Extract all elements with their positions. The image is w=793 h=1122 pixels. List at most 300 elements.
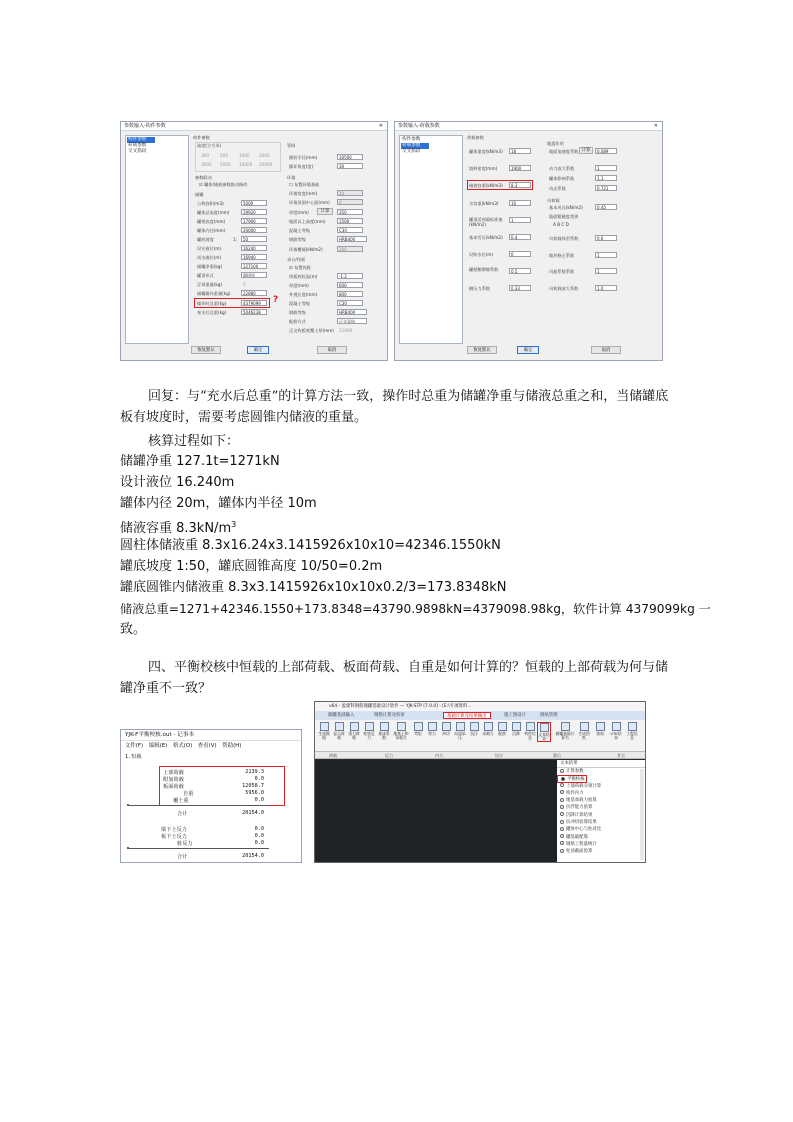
unit-superscript: 3 xyxy=(231,520,237,529)
foundation-group-label: 环墙 xyxy=(287,175,296,180)
radio-icon xyxy=(560,783,564,787)
field-label: 试水液位(m) xyxy=(197,255,222,260)
result-item[interactable] xyxy=(557,834,645,841)
ribbon-button[interactable] xyxy=(509,722,523,736)
dialog-nav-list xyxy=(125,135,189,344)
tab-drawing[interactable]: 施工图设计 xyxy=(504,713,526,718)
ribbon-button-label: 重力荷载 xyxy=(348,731,360,741)
field-label: 设计液位(m) xyxy=(197,246,222,251)
snow-load-input[interactable]: 0.4 xyxy=(509,234,531,240)
capacity-option[interactable]: 3000 xyxy=(201,162,212,167)
settlement-icon xyxy=(512,722,521,731)
close-icon[interactable]: ✕ xyxy=(378,123,383,129)
test-level-input[interactable]: 16940 xyxy=(241,254,267,260)
wind-pressure-input[interactable]: 0.45 xyxy=(595,204,617,210)
dyn-amp-input[interactable]: 1 xyxy=(595,165,617,171)
menu-help[interactable]: 帮助(H) xyxy=(222,743,242,749)
highlight-box xyxy=(467,180,533,190)
bottom-slope-input[interactable]: 50 xyxy=(241,236,267,242)
ribbon-button-label: 文本结果 xyxy=(538,732,550,742)
load-params-panel xyxy=(467,135,658,344)
divider xyxy=(129,805,269,806)
result-item[interactable] xyxy=(557,797,645,804)
question-mark: ? xyxy=(273,295,279,305)
capacity-option[interactable]: 300 xyxy=(201,153,209,158)
calc-thickness-button[interactable]: 计算 xyxy=(317,208,333,215)
total-value: 20154.0 xyxy=(242,853,264,859)
calc-line: 设计液位 16.240m xyxy=(120,475,235,490)
fill-weight-input[interactable]: 18 xyxy=(509,148,531,154)
operating-weight-input[interactable]: 22880 xyxy=(241,290,267,296)
ring-center-input[interactable]: 0 xyxy=(337,199,363,205)
ring-angle-input[interactable]: 30 xyxy=(337,163,363,169)
project-info-icon xyxy=(628,722,637,731)
capacity-option[interactable]: 500 xyxy=(220,153,228,158)
calc-line: 罐底圆锥内储液重 8.3x3.1415926x10x10x0.2/3=173.8348kN xyxy=(120,580,507,595)
app-title: v64 - 盈建科钢筋储罐基础设计软件 — YJK-STP [7.0.0] - [E:\专项资料... xyxy=(329,704,472,709)
raft-layout-select[interactable]: 正交双向 xyxy=(337,318,367,324)
subgrade-icon xyxy=(380,722,389,731)
punching-icon xyxy=(442,722,451,731)
soil-capacity-icon xyxy=(397,722,406,731)
ground-acc-input[interactable]: 0.089 xyxy=(595,148,617,154)
field-label: 罐壁侧摩擦系数 xyxy=(469,267,499,272)
ribbon-button[interactable] xyxy=(495,722,509,736)
row-label: 自重 xyxy=(183,791,194,797)
net-weight-input[interactable]: 127100 xyxy=(241,263,267,269)
field-label: 罐壁高度(mm) xyxy=(197,219,226,224)
total-value: 20154.0 xyxy=(242,810,264,816)
roughness-radios[interactable]: A B C D xyxy=(553,222,569,227)
field-label: 罐体重度(kN/m3) xyxy=(469,149,503,154)
calc-line: 储罐净重 127.1t=1271kN xyxy=(120,454,280,469)
nav-item-cross[interactable]: 交叉筋段 xyxy=(128,149,147,154)
field-label: 风荷载体型系数 xyxy=(549,236,579,241)
field-label: 地面粗糙度类别 xyxy=(549,214,579,219)
raft-rebar-select[interactable]: HRB400 xyxy=(337,309,367,315)
ribbon-button-label: 基床系数 xyxy=(378,731,390,741)
field-label: 操作时总重(kg) xyxy=(197,301,227,306)
load-params-dialog-screenshot xyxy=(394,121,663,361)
group-label: 内力 xyxy=(435,753,443,758)
total-line: 储液总重=1271+42346.1550+173.8348=43790.9898kN=4379098.98kg，软件计算 4379099kg 一 xyxy=(120,602,711,616)
ribbon-button[interactable] xyxy=(453,722,467,740)
foundation-checkbox-label: 布置环墙基础 xyxy=(294,182,320,187)
ok-button[interactable]: 确定 xyxy=(247,346,269,354)
row-value: 12058.7 xyxy=(242,783,264,789)
fill-density-input[interactable]: 1900 xyxy=(509,165,531,171)
result-item-label: 平衡校核 xyxy=(567,777,585,783)
ribbon-button-label: 地基土和承载力 xyxy=(393,731,409,741)
floating-roof-weight: 0 xyxy=(243,282,246,287)
calc-line: 罐体内径 20m，罐体内半径 10m xyxy=(120,496,317,511)
result-item-label: 沉降计算结果 xyxy=(566,812,593,818)
capacity-option[interactable]: 10000 xyxy=(239,162,253,167)
ribbon-button-label: 柱底反力 xyxy=(363,731,375,741)
dynamic-coef-input[interactable]: 0.721 xyxy=(595,185,617,191)
menu-view[interactable]: 查看(V) xyxy=(197,743,217,749)
raft-checkbox[interactable]: ☑ 布置筏板 xyxy=(289,265,311,270)
ribbon-button-label: 局部承压 xyxy=(454,731,466,741)
section-title: 荷载参数 xyxy=(467,135,484,140)
ribbon-button[interactable] xyxy=(439,722,453,736)
radio-icon xyxy=(560,790,564,794)
tab-calc-results[interactable]: 基础计算及结果输出 xyxy=(443,712,491,719)
field-label: 圆环角度(度) xyxy=(289,164,314,169)
field-label: 风振系数系数 xyxy=(549,269,575,274)
ribbon-button-label: 弯矩 xyxy=(414,731,422,736)
nav-item-cross[interactable]: 交叉筋段 xyxy=(402,149,421,154)
text-results-button[interactable] xyxy=(537,722,551,742)
row-value: 2139.3 xyxy=(245,769,264,775)
component-params-dialog-screenshot xyxy=(120,121,388,361)
raft-elevation-input[interactable]: -1.2 xyxy=(337,273,363,279)
field-label: 风荷载放大系数 xyxy=(549,286,579,291)
slope-prefix: 1: xyxy=(233,237,238,242)
ribbon-button-label: 工程信息 xyxy=(626,731,638,741)
roof-type-select[interactable]: 圆拱顶 xyxy=(241,272,267,278)
ribbon-button-label: 储罐基础计算书 xyxy=(555,731,575,741)
result-item[interactable] xyxy=(557,848,645,855)
ribbon-button-label: 剪力 xyxy=(428,731,436,736)
field-label: 水容重(kN/m3) xyxy=(469,201,499,206)
field-label: 地形修正系数 xyxy=(549,253,575,258)
nav-item-load[interactable]: 荷载参数 xyxy=(401,143,429,149)
show-load-icon xyxy=(335,722,344,731)
answer-paragraph: 回复：与“充水后总重”的计算方法一致，操作时总重为储罐净重与储液总重之和，当储罐底板有坡度时，需要考虑圆锥内储液的重量。 xyxy=(120,389,669,425)
ribbon-button-label: 构件信息 xyxy=(524,731,536,741)
radio-icon xyxy=(561,777,565,781)
field-label: 配筋方式 xyxy=(289,319,306,324)
ribbon-button[interactable] xyxy=(523,722,537,740)
ribbon-button[interactable] xyxy=(332,722,346,740)
row-label: 梁下土反力 xyxy=(161,827,187,833)
shape-coef-input[interactable]: 0.6 xyxy=(595,235,617,241)
row-label: 上部荷载 xyxy=(163,770,184,776)
ribbon-button[interactable] xyxy=(555,722,575,740)
filled-total-weight-input[interactable]: 5046238 xyxy=(241,309,267,315)
ribbon-button[interactable] xyxy=(425,722,439,736)
field-label: 储罐净重(kg) xyxy=(197,264,223,269)
group-label: 设计 xyxy=(495,753,503,758)
field-label: 正交筏板底覆土厚(mm) xyxy=(289,328,334,333)
row-value: 0.0 xyxy=(254,776,264,782)
radio-icon xyxy=(560,841,564,845)
total-label: 合计 xyxy=(177,811,188,817)
group-label: 其它 xyxy=(617,753,625,758)
ring-width-input[interactable]: 20 xyxy=(337,190,363,196)
ribbon-button[interactable] xyxy=(377,722,391,740)
field-label: 混凝土等级 xyxy=(289,301,310,306)
component-params-panel xyxy=(193,135,383,344)
cancel-button[interactable]: 取消 xyxy=(317,346,347,354)
menu-edit[interactable]: 编辑(E) xyxy=(148,743,168,749)
field-label: 罐体总高度(mm) xyxy=(197,210,230,215)
row-label: 附加荷载 xyxy=(163,777,184,783)
nav-item-load[interactable]: 荷载参数 xyxy=(128,143,147,148)
section-heading: 1.恒载 xyxy=(125,754,142,760)
divider xyxy=(129,848,269,849)
result-item-label: 地基承载力验算 xyxy=(566,798,597,804)
column-reaction-icon xyxy=(365,722,374,731)
wind-vibration-input[interactable]: 1 xyxy=(595,268,617,274)
capacity-option[interactable]: 1000 xyxy=(239,153,250,158)
link-checkbox[interactable]: ☑ 罐体/储液参数联动修改 xyxy=(199,182,248,187)
wall-friction-input[interactable]: 0.5 xyxy=(509,268,531,274)
raft-checkbox-label: 布置筏板 xyxy=(294,265,311,270)
result-item-label: 上部荷载分项计算 xyxy=(566,783,602,789)
ring-radius-input[interactable]: 10500 xyxy=(337,154,363,160)
capacity-group-label: 高度(立方米) xyxy=(197,143,222,148)
restore-defaults-button[interactable]: 恢复默认 xyxy=(191,346,221,354)
ribbon-toolbar xyxy=(315,720,645,752)
row-value: 0.0 xyxy=(254,833,264,839)
highlight-box xyxy=(194,298,270,308)
radio-icon xyxy=(560,769,564,773)
row-value: 0.0 xyxy=(254,826,264,832)
field-label: 动力放大系数 xyxy=(549,166,575,171)
field-label: 罐体影响系数 xyxy=(549,176,575,181)
ribbon-button-label: 承载力 xyxy=(482,731,494,736)
ribbon-button[interactable] xyxy=(392,722,410,740)
capacity-option[interactable]: 5000 xyxy=(220,162,231,167)
result-item-label: 钢筋工程量统计 xyxy=(566,841,597,847)
field-label: 厚度(mm) xyxy=(289,283,309,288)
field-label: 地面以上高度(mm) xyxy=(289,219,326,224)
ribbon-button-label: 查询 xyxy=(596,731,604,736)
ribbon-button[interactable] xyxy=(362,722,376,740)
question-paragraph: 四、平衡校核中恒载的上部荷载、板面荷载、自重是如何计算的？恒载的上部荷载为何与储罐净重不一致？ xyxy=(120,660,669,696)
capacity-option[interactable]: 2000 xyxy=(259,153,270,158)
radio-icon xyxy=(560,805,564,809)
foundation-checkbox[interactable]: ☐ 布置环墙基础 xyxy=(289,182,320,187)
field-label: 动态系数 xyxy=(549,186,566,191)
field-label: 钢筋等级 xyxy=(289,310,306,315)
result-item[interactable] xyxy=(557,819,645,826)
raft-group-label: 承台/筏板 xyxy=(287,257,306,262)
total-height-input[interactable]: 19920 xyxy=(241,209,267,215)
rebar-icon xyxy=(498,722,507,731)
tab-input[interactable]: 储罐基础输入 xyxy=(328,713,355,718)
calc-quake-button[interactable]: 计算 xyxy=(579,147,593,154)
ribbon-button[interactable] xyxy=(625,722,639,740)
ribbon-button-label: 配筋 xyxy=(498,731,506,736)
ribbon-button[interactable] xyxy=(467,722,481,736)
field-label: 侧压力系数 xyxy=(469,286,490,291)
row-label: 桩反力 xyxy=(177,841,193,847)
field-label: 筏板底标高(m) xyxy=(289,274,318,279)
result-item[interactable] xyxy=(557,841,645,848)
ribbon-groups xyxy=(315,752,645,759)
ribbon-button[interactable] xyxy=(593,722,607,736)
lateral-pressure-input[interactable]: 0.33 xyxy=(509,285,531,291)
result-item-balance-check[interactable] xyxy=(557,775,587,782)
result-item[interactable] xyxy=(557,783,645,790)
row-label: 板下土反力 xyxy=(161,834,187,840)
yjk-software-screenshot xyxy=(314,701,646,863)
calc-line: 罐底坡度 1:50，罐底圆锥高度 10/50=0.2m xyxy=(120,559,383,574)
ribbon-tabs xyxy=(315,711,645,720)
field-label: 储罐操作重量(kg) xyxy=(197,291,231,296)
result-item[interactable] xyxy=(557,768,645,775)
top-right-group-label: 管间 xyxy=(287,143,296,148)
water-level-input[interactable]: 0 xyxy=(509,251,531,257)
result-item[interactable] xyxy=(557,790,645,797)
vtk-icon xyxy=(612,722,621,731)
tank-influence-input[interactable]: 1.1 xyxy=(595,175,617,181)
field-label: 罐顶形式 xyxy=(197,273,214,278)
check-heading: 核算过程如下： xyxy=(148,434,240,449)
field-label: 环墙覆载(kN/m2) xyxy=(289,247,323,252)
row-label: 覆土重 xyxy=(173,798,189,804)
ribbon-button[interactable] xyxy=(411,722,425,736)
radio-icon xyxy=(560,798,564,802)
capacity-icon xyxy=(484,722,493,731)
field-label: 罐体内径(mm) xyxy=(197,228,226,233)
nominal-volume-input[interactable]: 5000 xyxy=(241,200,267,206)
ribbon-button-label: 生成数据 xyxy=(318,731,330,741)
radio-icon xyxy=(560,820,564,824)
result-item[interactable] xyxy=(557,804,645,811)
nav-item-component[interactable]: 构件参数 xyxy=(402,137,421,142)
restore-defaults-button[interactable]: 恢复默认 xyxy=(467,346,497,354)
ribbon-button-label: 抗浮 xyxy=(470,731,478,736)
panel-title: 文本结果 xyxy=(557,760,645,768)
field-label: 圆柱半径(mm) xyxy=(289,155,318,160)
ribbon-button-label: 显示荷载 xyxy=(333,731,345,741)
field-label: 环墙顶面中心面(mm) xyxy=(289,200,330,205)
concrete-grade-select[interactable]: C30 xyxy=(337,227,363,233)
inner-diameter-input[interactable]: 20000 xyxy=(241,227,267,233)
roof-live-load-input[interactable]: 1 xyxy=(509,217,531,223)
panel-scrollbar[interactable] xyxy=(640,769,644,860)
field-label: 充水后总重(kg) xyxy=(197,310,227,315)
tab-sheets[interactable]: 图纸管理 xyxy=(540,713,558,718)
field-label: 钢筋等级 xyxy=(289,237,306,242)
field-label: 设防水位(m) xyxy=(469,252,494,257)
raft-thickness-input[interactable]: 600 xyxy=(337,282,363,288)
tab-rebar[interactable]: 钢筋计算及校审 xyxy=(374,713,405,718)
radio-icon xyxy=(560,827,564,831)
moment-icon xyxy=(414,722,423,731)
ribbon-button[interactable] xyxy=(317,722,331,740)
field-label: 罐底坡度 xyxy=(197,237,214,242)
field-label: 填料密度(mm) xyxy=(469,166,498,171)
thickness-input[interactable]: 350 xyxy=(337,209,363,215)
group-label: 反力 xyxy=(385,753,393,758)
radio-icon xyxy=(560,834,564,838)
result-item[interactable] xyxy=(557,826,645,833)
link-group-label: 参数联动 xyxy=(195,175,212,180)
group-label: 算后 xyxy=(553,753,561,758)
field-label: 外挑长度(mm) xyxy=(289,292,318,297)
result-item-label: 柱顶截面验算 xyxy=(566,849,593,855)
text-results-icon xyxy=(540,723,549,732)
terrain-coef-input[interactable]: 1 xyxy=(595,252,617,258)
ribbon-button[interactable] xyxy=(577,722,591,740)
raft-soil-value: 21000 xyxy=(339,328,353,333)
raft-overhang-input[interactable]: 800 xyxy=(337,291,363,297)
field-label: 基本风压(kN/m2) xyxy=(549,205,583,210)
result-item-label: 罐体中心与柱对比 xyxy=(566,827,602,833)
vessel-group-label: 储罐 xyxy=(195,192,204,197)
field-label: 地面加速度系数 xyxy=(549,149,579,154)
design-level-input[interactable]: 16240 xyxy=(241,245,267,251)
link-checkbox-label: 罐体/储液参数联动修改 xyxy=(204,182,248,187)
ribbon-button-label: 沉降 xyxy=(512,731,520,736)
wind-group-label: 风荷载 xyxy=(547,198,560,203)
dialog-titlebar xyxy=(395,122,662,131)
field-label: 厚度(mm) xyxy=(289,210,309,215)
dialog-titlebar xyxy=(121,122,387,131)
radio-icon xyxy=(560,849,564,853)
result-item-label: 罐基础配筋 xyxy=(566,834,588,840)
generate-data-icon xyxy=(320,722,329,731)
ring-load-input[interactable]: 200 xyxy=(337,246,363,252)
dialog-title: 参数输入-荷载参数 xyxy=(398,123,440,129)
notepad-screenshot xyxy=(120,729,302,863)
shear-icon xyxy=(428,722,437,731)
result-item-label: 构件内力 xyxy=(566,790,584,796)
liquid-density-input[interactable]: 8.3 xyxy=(509,182,531,188)
report-icon xyxy=(561,722,570,731)
water-density-input[interactable]: 10 xyxy=(509,200,531,206)
total-label: 合计 xyxy=(177,854,188,860)
highlight-box xyxy=(159,766,285,806)
field-label: 基本雪压(kN/m2) xyxy=(469,235,503,240)
menu-file[interactable]: 文件(F) xyxy=(125,743,144,749)
dialog-nav-list xyxy=(399,135,463,344)
radio-icon xyxy=(560,812,564,816)
result-item-label: 抗浮能力验算 xyxy=(566,805,593,811)
wall-height-input[interactable]: 17900 xyxy=(241,218,267,224)
ribbon-button[interactable] xyxy=(481,722,495,736)
text-results-panel xyxy=(557,760,645,862)
notepad-menu xyxy=(121,741,301,751)
rebar-grade-select[interactable]: HRB400 xyxy=(337,236,367,242)
ribbon-button[interactable] xyxy=(347,722,361,740)
drawing-canvas[interactable] xyxy=(315,760,557,862)
group-label: 荷载 xyxy=(329,753,337,758)
nav-item-component[interactable]: 构件参数 xyxy=(127,137,155,143)
calc-line-text: 储液容重 8.3kN/m xyxy=(120,521,232,536)
member-info-icon xyxy=(526,722,535,731)
operating-total-weight-input[interactable]: 4379099 xyxy=(241,300,267,306)
ribbon-button-label: 生成图纸 xyxy=(578,731,590,741)
result-item-label: 计算参数 xyxy=(566,769,584,774)
row-value: 0.0 xyxy=(254,797,264,803)
close-icon[interactable]: ✕ xyxy=(653,123,658,129)
menu-format[interactable]: 格式(O) xyxy=(172,743,193,749)
row-label: 板面荷载 xyxy=(163,784,184,790)
capacity-option[interactable]: 20000 xyxy=(259,162,273,167)
query-icon xyxy=(596,722,605,731)
ribbon-button[interactable] xyxy=(609,722,623,740)
ribbon-button-label: 冲切 xyxy=(442,731,450,736)
section-title: 构件参数 xyxy=(193,135,210,140)
anti-float-icon xyxy=(470,722,479,731)
cancel-button[interactable]: 取消 xyxy=(591,346,621,354)
raft-concrete-select[interactable]: C30 xyxy=(337,300,363,306)
field-label: 储液容重(kN/m3) xyxy=(469,183,503,188)
result-item[interactable] xyxy=(557,812,645,819)
ok-button[interactable]: 确定 xyxy=(517,346,539,354)
height-above-ground-input[interactable]: 1500 xyxy=(337,218,363,224)
total-line-end: 致。 xyxy=(120,622,147,637)
calc-line: 圆柱体储液重 8.3x16.24x3.1415926x10x10=42346.1550kN xyxy=(120,538,501,553)
wind-amp-input[interactable]: 1.0 xyxy=(595,285,617,291)
generate-drawing-icon xyxy=(580,722,589,731)
